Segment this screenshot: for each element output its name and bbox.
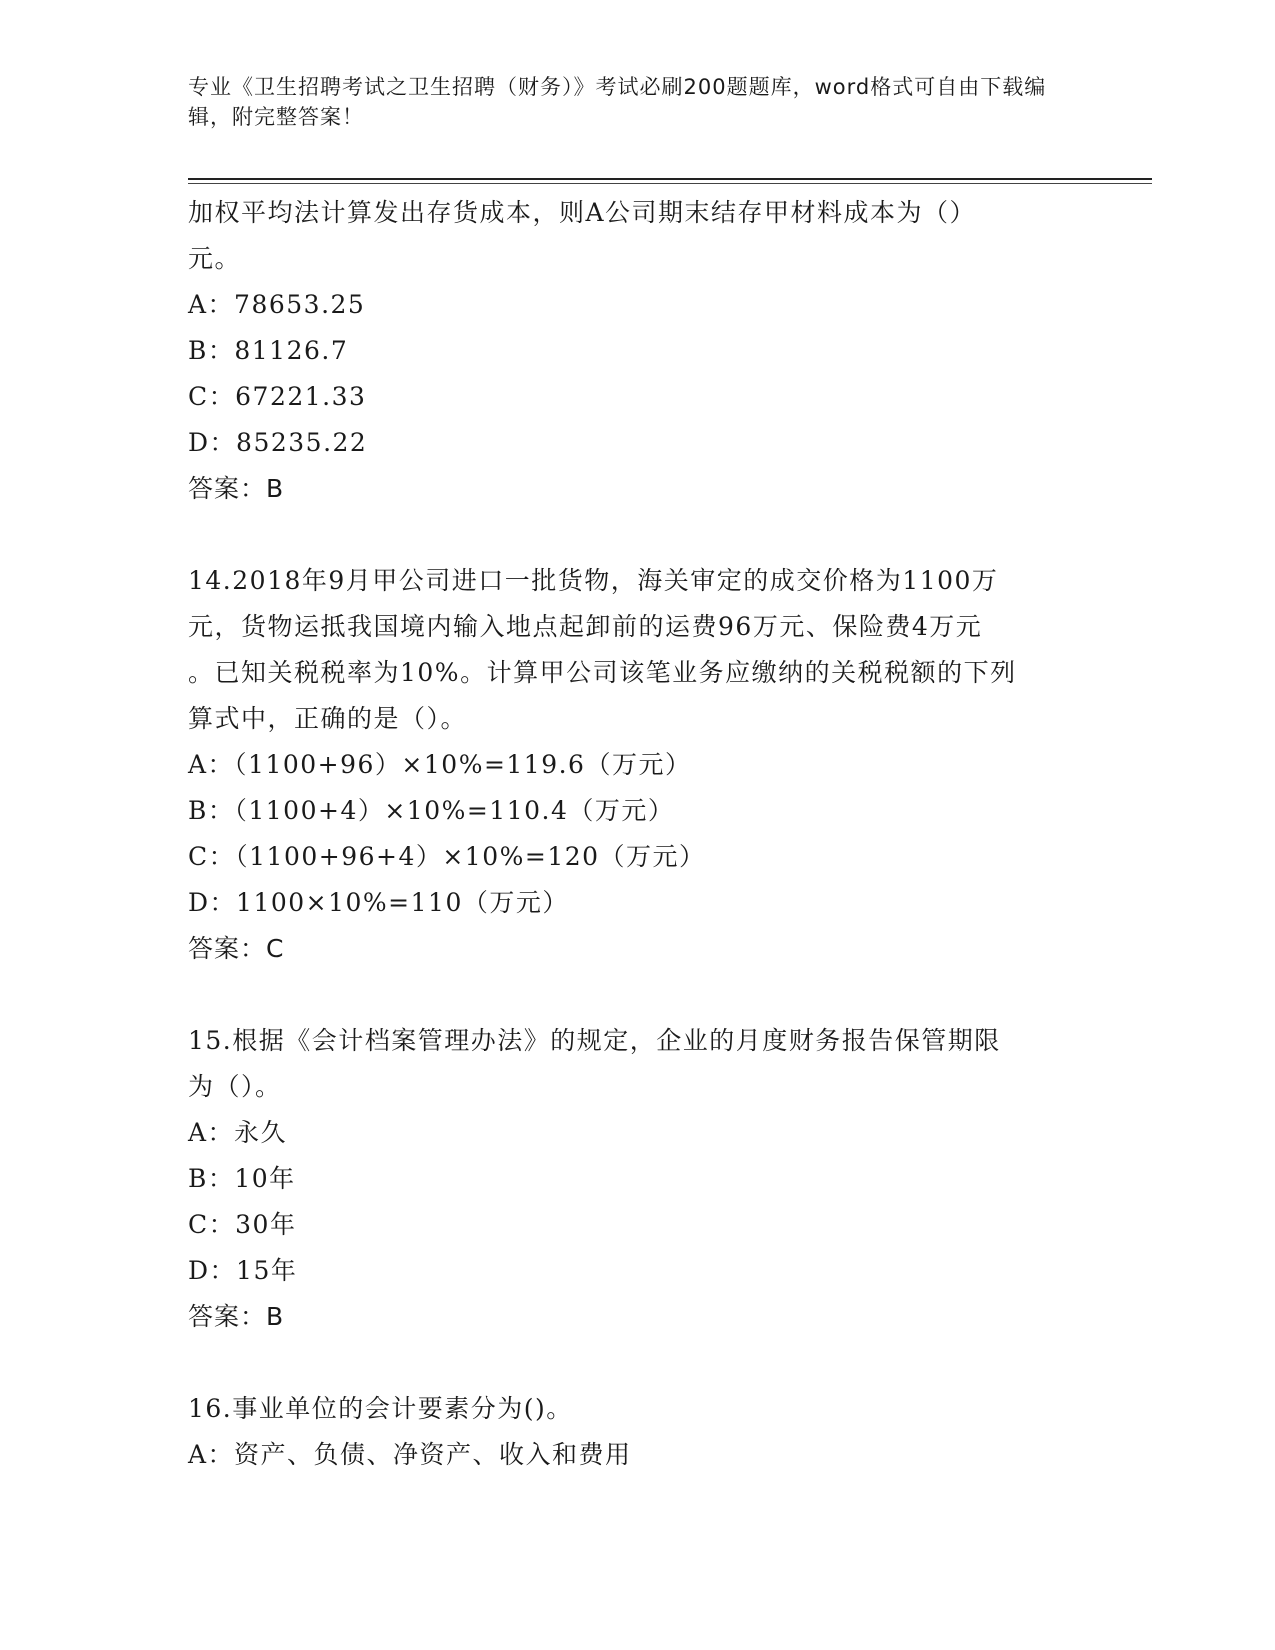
question-16 — [188, 1386, 1088, 1478]
question-gap — [188, 972, 1088, 1018]
question-14-stem-line-4: 算式中，正确的是（）。 — [188, 704, 468, 733]
question-13-answer: 答案：B — [188, 474, 285, 503]
question-13-option-c: C：67221.33 — [188, 382, 367, 411]
question-14-option-c: C：（1100+96+4）×10%=120（万元） — [188, 842, 706, 871]
question-15-option-d: D：15年 — [188, 1256, 298, 1285]
document-header: 专业《卫生招聘考试之卫生招聘（财务）》考试必刷200题题库，word格式可自由下载编辑，附完整答案！ — [188, 75, 1047, 129]
question-gap — [188, 512, 1088, 558]
question-13 — [188, 190, 1088, 512]
question-15-option-a: A：永久 — [188, 1118, 288, 1147]
question-gap — [188, 1340, 1088, 1386]
question-15 — [188, 1018, 1088, 1340]
question-13-stem-line-1: 加权平均法计算发出存货成本，则A公司期末结存甲材料成本为（） — [188, 198, 977, 227]
question-15-answer: 答案：B — [188, 1302, 285, 1331]
question-14-stem-line-3: 。已知关税税率为10%。计算甲公司该笔业务应缴纳的关税税额的下列 — [188, 658, 1017, 687]
question-14-stem-line-1: 14.2018年9月甲公司进口一批货物，海关审定的成交价格为1100万 — [188, 566, 999, 595]
question-14 — [188, 558, 1088, 972]
question-14-stem-line-2: 元，货物运抵我国境内输入地点起卸前的运费96万元、保险费4万元 — [188, 612, 983, 641]
question-content — [188, 190, 1088, 1478]
question-13-stem-line-2: 元。 — [188, 244, 242, 273]
header-rule-thick — [188, 178, 1152, 180]
question-15-stem-line-2: 为（）。 — [188, 1072, 282, 1101]
question-14-option-b: B：（1100+4）×10%=110.4（万元） — [188, 796, 675, 825]
question-15-option-b: B：10年 — [188, 1164, 296, 1193]
question-13-option-a: A：78653.25 — [188, 290, 366, 319]
header-rule-thin — [188, 183, 1152, 184]
question-14-answer: 答案：C — [188, 934, 285, 963]
question-15-option-c: C：30年 — [188, 1210, 297, 1239]
question-14-option-d: D：1100×10%=110（万元） — [188, 888, 569, 917]
question-13-option-b: B：81126.7 — [188, 336, 349, 365]
question-16-option-a: A：资产、负债、净资产、收入和费用 — [188, 1440, 632, 1469]
question-16-stem-line-1: 16.事业单位的会计要素分为()。 — [188, 1394, 573, 1423]
question-13-option-d: D：85235.22 — [188, 428, 368, 457]
question-15-stem-line-1: 15.根据《会计档案管理办法》的规定，企业的月度财务报告保管期限 — [188, 1026, 1001, 1055]
question-14-option-a: A：（1100+96）×10%=119.6（万元） — [188, 750, 692, 779]
